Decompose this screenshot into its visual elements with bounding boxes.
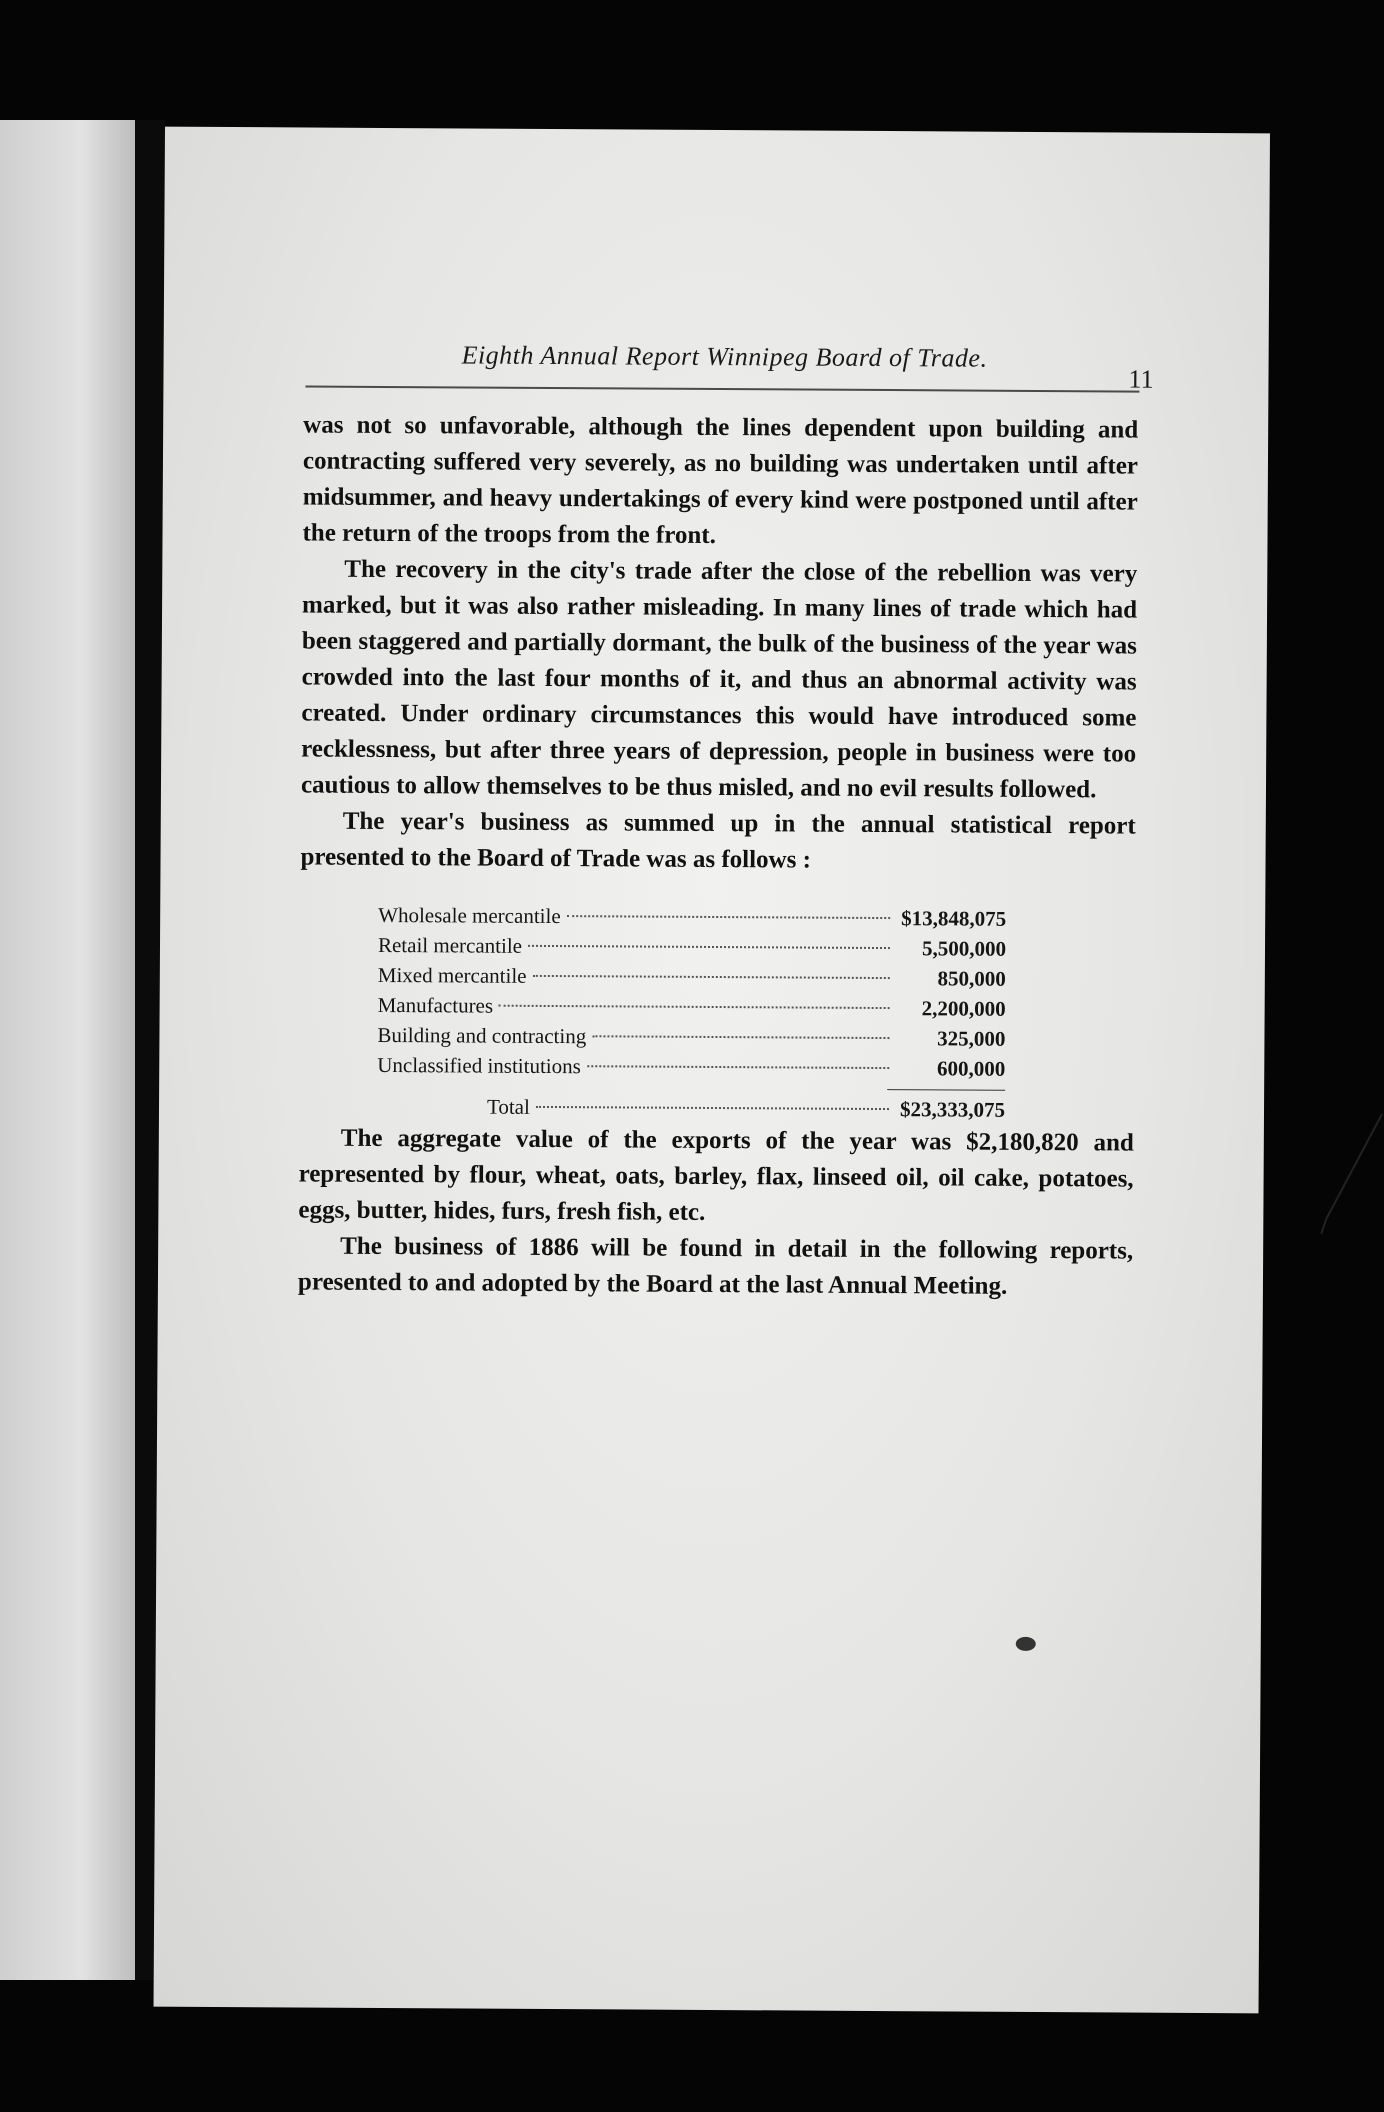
row-label: Manufactures	[377, 992, 494, 1018]
table-row	[378, 960, 1006, 994]
row-label: Building and contracting	[377, 1022, 587, 1049]
table-row	[378, 990, 1006, 1024]
leader-dots	[587, 1065, 889, 1069]
row-value: $13,848,075	[901, 906, 1007, 931]
leader-dots	[533, 975, 890, 979]
leader-dots	[536, 1106, 889, 1110]
row-value: 600,000	[936, 1056, 1006, 1081]
paragraph-exports: The aggregate value of the exports of the year was $2,180,820 and represented by flour, wheat, oats, barley, flax, linseed oil, oil cake, potatoes, eggs, butter, hides, furs, fresh fish, etc.	[298, 1124, 1134, 1226]
paragraph-summary-intro: The year's business as summed up in the annual statistical report presented to the Board of Trade was as follows :	[300, 807, 1136, 874]
total-rule	[887, 1089, 1005, 1091]
row-label: Retail mercantile	[377, 932, 523, 958]
ink-blot	[1016, 1637, 1036, 1651]
row-value: 2,200,000	[921, 996, 1006, 1021]
table-row	[377, 1050, 1005, 1084]
leader-dots	[528, 945, 890, 949]
document-page	[154, 127, 1270, 2014]
facing-page-edge	[0, 120, 135, 1980]
row-label: Mixed mercantile	[377, 962, 527, 988]
leader-dots	[592, 1035, 889, 1039]
table-row	[378, 900, 1006, 934]
leader-dots	[499, 1005, 890, 1009]
paragraph-closing: The business of 1886 will be found in detail in the following reports, presented to and adopted by the Board at the last Annual Meeting.	[297, 1232, 1134, 1300]
leader-dots	[567, 915, 891, 919]
total-label: Total	[486, 1094, 530, 1119]
business-table	[377, 900, 1006, 1125]
row-value: 850,000	[937, 966, 1006, 991]
table-row	[378, 930, 1006, 964]
body-text	[298, 407, 1138, 1305]
row-label: Unclassified institutions	[377, 1052, 581, 1079]
row-value: 5,500,000	[921, 936, 1007, 961]
page-number: 11	[1128, 364, 1154, 394]
pencil-mark-icon	[1266, 1108, 1384, 1279]
row-value: 325,000	[937, 1026, 1006, 1051]
paragraph-continued: was not so unfavorable, although the lines dependent upon building and contracting suffered very severely, as no building was undertaken until after midsummer, and heavy undertakings of every kind were postponed until after the return of the troops from the front.	[302, 411, 1139, 549]
row-label: Wholesale mercantile	[378, 902, 561, 929]
table-total-row	[377, 1091, 1005, 1125]
header-rule	[305, 385, 1139, 392]
running-head: Eighth Annual Report Winnipeg Board of Trade.	[461, 340, 988, 373]
table-row	[377, 1020, 1005, 1054]
total-value: $23,333,075	[899, 1097, 1006, 1122]
paragraph-recovery: The recovery in the city's trade after the close of the rebellion was very marked, but it was also rather misleading. In many lines of trade which had been staggered and partially dormant, the bulk of the business of the year was crowded into the last four months of it, and thus an abnormal activity was created. Under ordinary circumstances this would have introduced some recklessness, but after three years of depression, people in business were too cautious to allow themselves to be thus misled, and no evil results followed.	[300, 555, 1138, 804]
